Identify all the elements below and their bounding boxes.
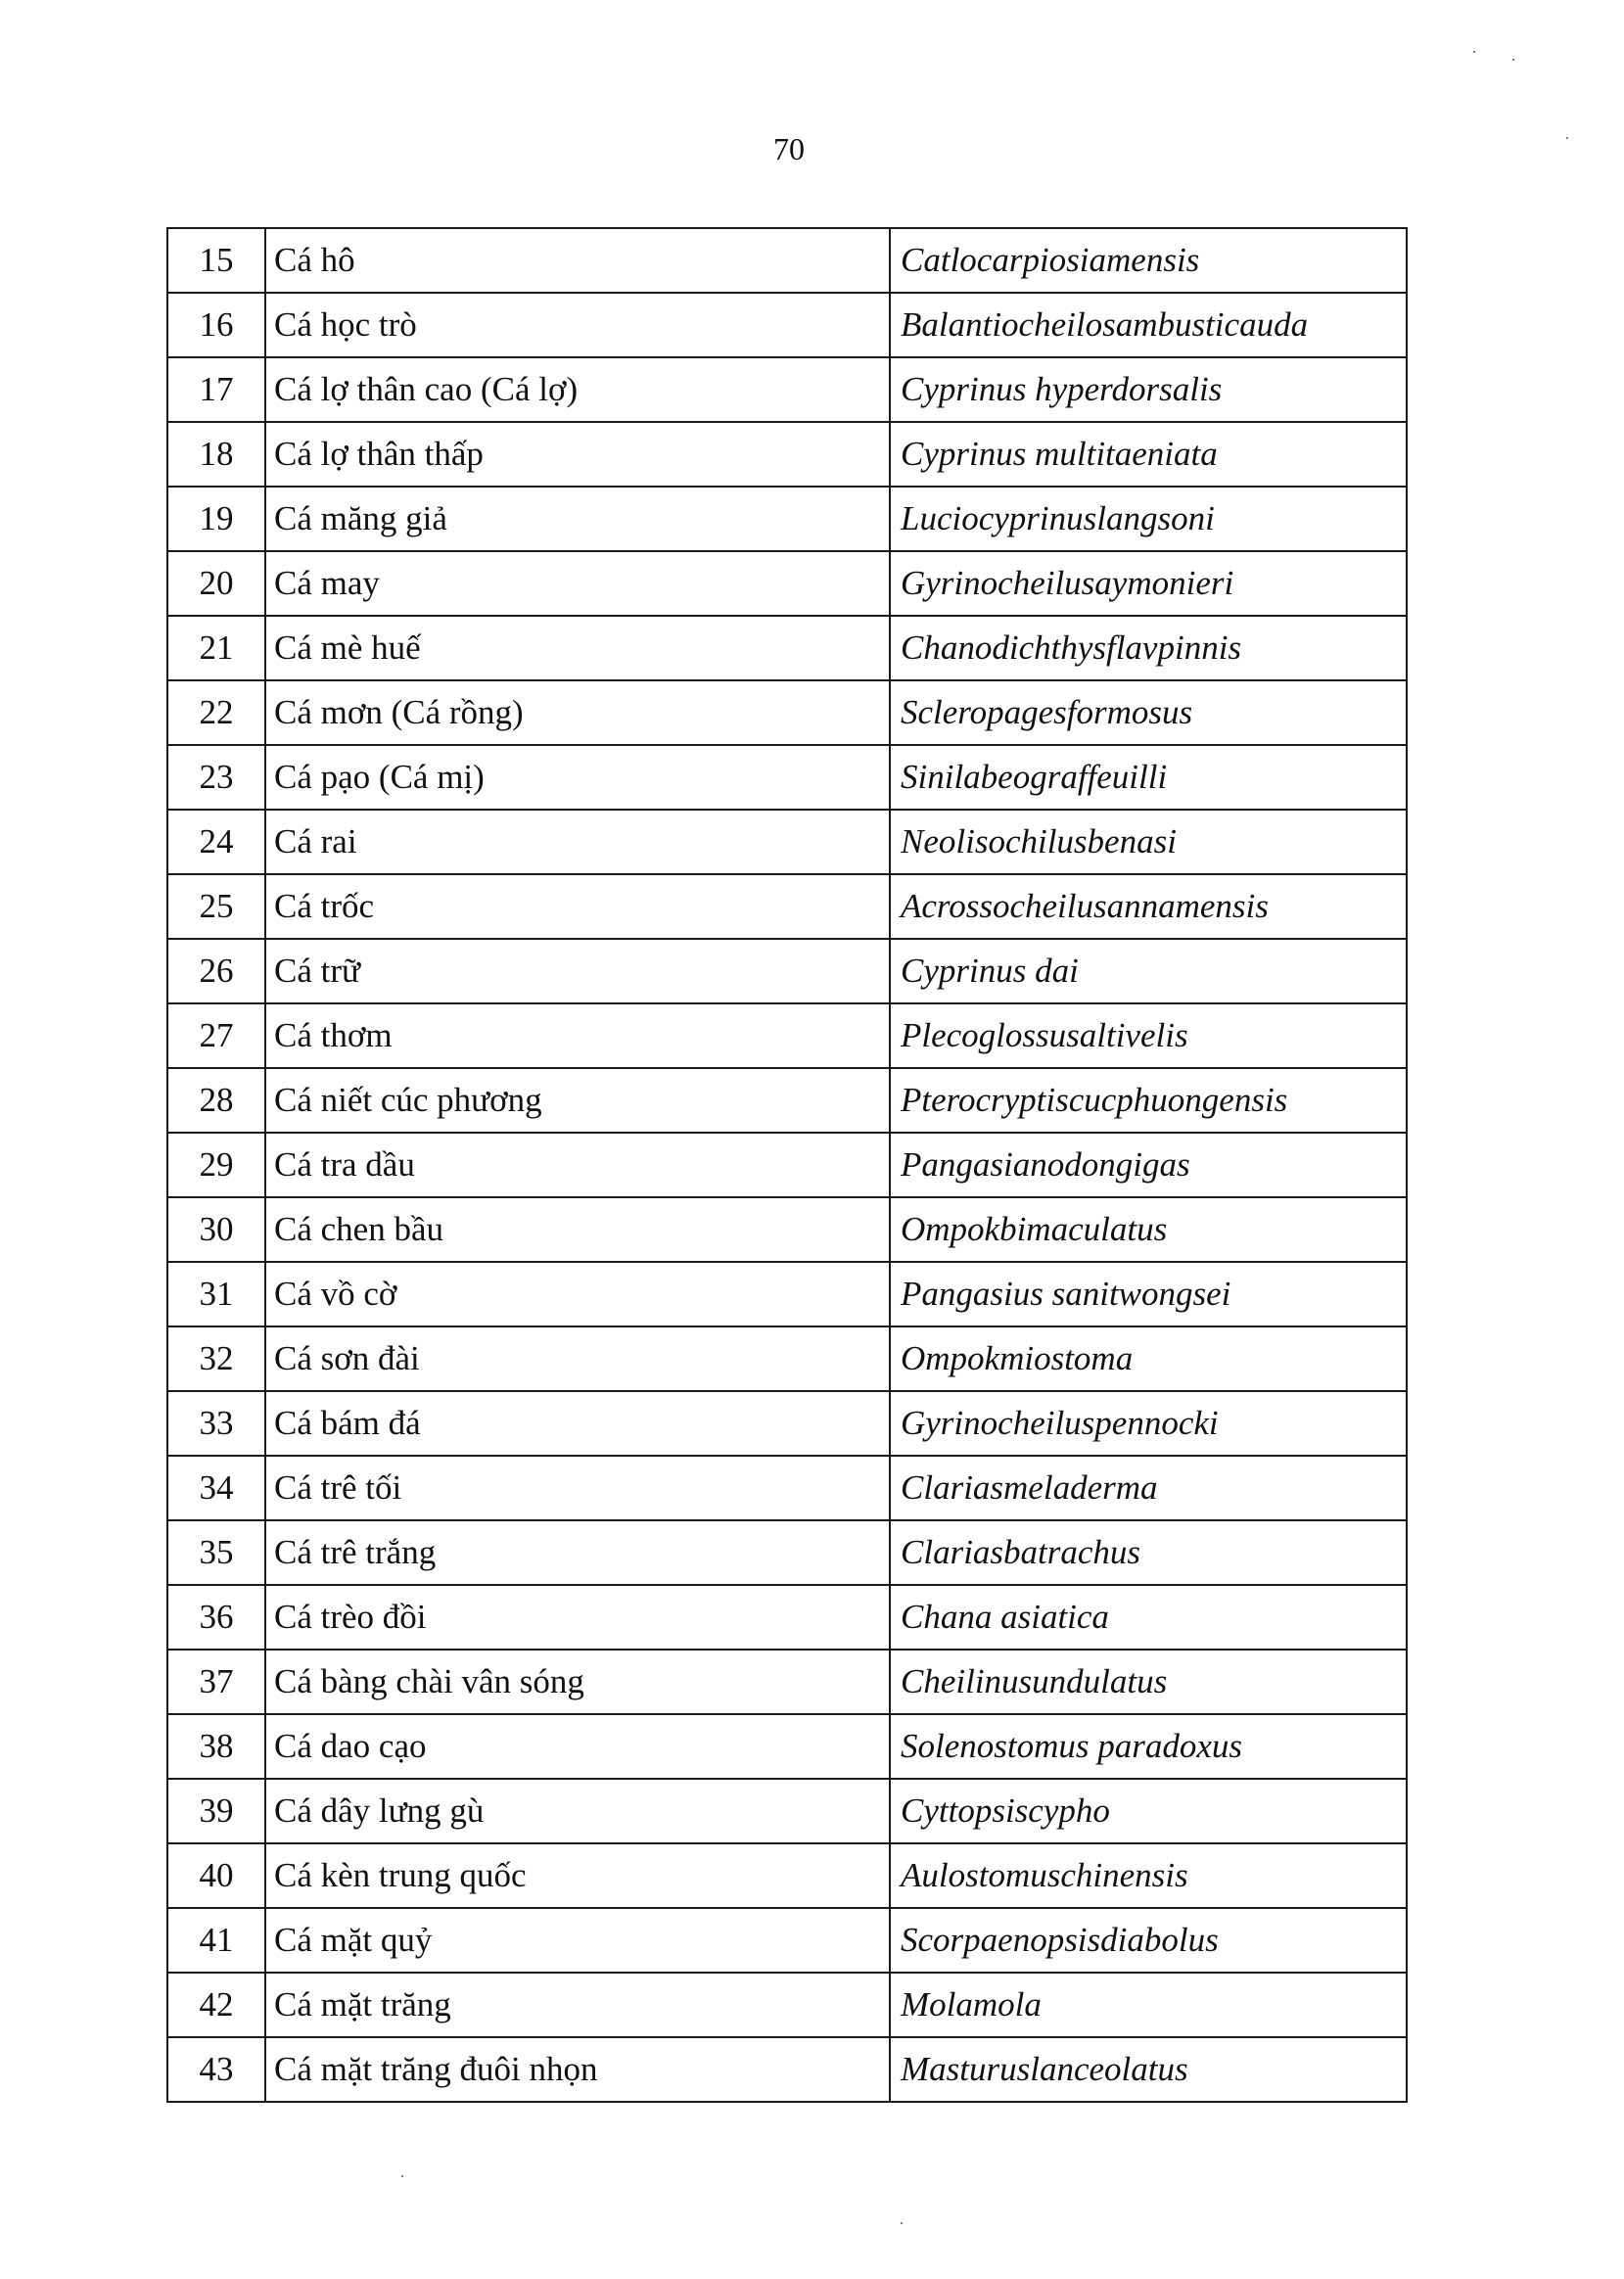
- table-row: [167, 1456, 1407, 1520]
- scan-speck: [901, 2222, 903, 2224]
- table-row: [167, 939, 1407, 1003]
- vietnamese-name: Cá mè huế: [265, 616, 890, 680]
- table-row: [167, 1973, 1407, 2037]
- table-row: [167, 1520, 1407, 1585]
- scan-speck: [1566, 137, 1568, 139]
- vietnamese-name: Cá rai: [265, 810, 890, 874]
- table-row: [167, 357, 1407, 422]
- scientific-name: Cyprinus multitaeniata: [890, 422, 1407, 487]
- scientific-name: Pterocryptiscucphuongensis: [890, 1068, 1407, 1133]
- scientific-name: Luciocyprinuslangsoni: [890, 487, 1407, 551]
- scientific-name: Molamola: [890, 1973, 1407, 2037]
- table-row: [167, 1068, 1407, 1133]
- vietnamese-name: Cá học trò: [265, 293, 890, 357]
- vietnamese-name: Cá dao cạo: [265, 1714, 890, 1779]
- vietnamese-name: Cá lợ thân thấp: [265, 422, 890, 487]
- vietnamese-name: Cá thơm: [265, 1003, 890, 1068]
- scientific-name: Clariasmeladerma: [890, 1456, 1407, 1520]
- vietnamese-name: Cá mặt quỷ: [265, 1908, 890, 1973]
- table-row: [167, 2037, 1407, 2102]
- row-number: 30: [167, 1197, 265, 1262]
- scan-speck: [1512, 59, 1514, 61]
- row-number: 18: [167, 422, 265, 487]
- table-row: [167, 874, 1407, 939]
- vietnamese-name: Cá may: [265, 551, 890, 616]
- row-number: 34: [167, 1456, 265, 1520]
- row-number: 25: [167, 874, 265, 939]
- scientific-name: Chana asiatica: [890, 1585, 1407, 1650]
- species-table-body: [167, 228, 1407, 2102]
- row-number: 35: [167, 1520, 265, 1585]
- scientific-name: Gyrinocheiluspennocki: [890, 1391, 1407, 1456]
- table-row: [167, 1585, 1407, 1650]
- vietnamese-name: Cá trê tối: [265, 1456, 890, 1520]
- table-row: [167, 1908, 1407, 1973]
- vietnamese-name: Cá trê trắng: [265, 1520, 890, 1585]
- scientific-name: Pangasianodongigas: [890, 1133, 1407, 1197]
- table-row: [167, 551, 1407, 616]
- row-number: 28: [167, 1068, 265, 1133]
- table-row: [167, 1262, 1407, 1326]
- row-number: 19: [167, 487, 265, 551]
- species-table: [166, 227, 1408, 2103]
- vietnamese-name: Cá kèn trung quốc: [265, 1843, 890, 1908]
- scientific-name: Balantiocheilosambusticauda: [890, 293, 1407, 357]
- vietnamese-name: Cá sơn đài: [265, 1326, 890, 1391]
- table-row: [167, 1003, 1407, 1068]
- scientific-name: Cyttopsiscypho: [890, 1779, 1407, 1843]
- row-number: 21: [167, 616, 265, 680]
- vietnamese-name: Cá vồ cờ: [265, 1262, 890, 1326]
- scientific-name: Gyrinocheilusaymonieri: [890, 551, 1407, 616]
- row-number: 39: [167, 1779, 265, 1843]
- scientific-name: Cyprinus dai: [890, 939, 1407, 1003]
- vietnamese-name: Cá mặt trăng đuôi nhọn: [265, 2037, 890, 2102]
- row-number: 37: [167, 1650, 265, 1714]
- scientific-name: Neolisochilusbenasi: [890, 810, 1407, 874]
- vietnamese-name: Cá trữ: [265, 939, 890, 1003]
- row-number: 43: [167, 2037, 265, 2102]
- scientific-name: Aulostomuschinensis: [890, 1843, 1407, 1908]
- scientific-name: Scleropagesformosus: [890, 680, 1407, 745]
- row-number: 40: [167, 1843, 265, 1908]
- table-row: [167, 487, 1407, 551]
- row-number: 42: [167, 1973, 265, 2037]
- scientific-name: Scorpaenopsisdiabolus: [890, 1908, 1407, 1973]
- table-row: [167, 1133, 1407, 1197]
- vietnamese-name: Cá bàng chài vân sóng: [265, 1650, 890, 1714]
- vietnamese-name: Cá mặt trăng: [265, 1973, 890, 2037]
- scientific-name: Clariasbatrachus: [890, 1520, 1407, 1585]
- vietnamese-name: Cá tra dầu: [265, 1133, 890, 1197]
- row-number: 32: [167, 1326, 265, 1391]
- scientific-name: Acrossocheilusannamensis: [890, 874, 1407, 939]
- scientific-name: Chanodichthysflavpinnis: [890, 616, 1407, 680]
- vietnamese-name: Cá niết cúc phương: [265, 1068, 890, 1133]
- vietnamese-name: Cá hô: [265, 228, 890, 293]
- table-row: [167, 745, 1407, 810]
- table-row: [167, 680, 1407, 745]
- table-row: [167, 228, 1407, 293]
- table-row: [167, 810, 1407, 874]
- row-number: 17: [167, 357, 265, 422]
- scientific-name: Pangasius sanitwongsei: [890, 1262, 1407, 1326]
- table-row: [167, 1714, 1407, 1779]
- scientific-name: Cyprinus hyperdorsalis: [890, 357, 1407, 422]
- vietnamese-name: Cá măng giả: [265, 487, 890, 551]
- row-number: 33: [167, 1391, 265, 1456]
- table-row: [167, 1391, 1407, 1456]
- row-number: 27: [167, 1003, 265, 1068]
- table-row: [167, 1843, 1407, 1908]
- table-row: [167, 1326, 1407, 1391]
- row-number: 29: [167, 1133, 265, 1197]
- scientific-name: Ompokbimaculatus: [890, 1197, 1407, 1262]
- row-number: 15: [167, 228, 265, 293]
- scientific-name: Ompokmiostoma: [890, 1326, 1407, 1391]
- vietnamese-name: Cá pạo (Cá mị): [265, 745, 890, 810]
- table-row: [167, 1197, 1407, 1262]
- row-number: 36: [167, 1585, 265, 1650]
- table-row: [167, 1650, 1407, 1714]
- scan-speck: [1473, 51, 1475, 53]
- scan-speck: [401, 2175, 403, 2177]
- row-number: 23: [167, 745, 265, 810]
- row-number: 31: [167, 1262, 265, 1326]
- vietnamese-name: Cá chen bầu: [265, 1197, 890, 1262]
- table-row: [167, 616, 1407, 680]
- vietnamese-name: Cá mơn (Cá rồng): [265, 680, 890, 745]
- table-row: [167, 422, 1407, 487]
- table-row: [167, 1779, 1407, 1843]
- table-row: [167, 293, 1407, 357]
- vietnamese-name: Cá trèo đồi: [265, 1585, 890, 1650]
- scientific-name: Masturuslanceolatus: [890, 2037, 1407, 2102]
- row-number: 20: [167, 551, 265, 616]
- scientific-name: Cheilinusundulatus: [890, 1650, 1407, 1714]
- scientific-name: Sinilabeograffeuilli: [890, 745, 1407, 810]
- vietnamese-name: Cá dây lưng gù: [265, 1779, 890, 1843]
- vietnamese-name: Cá bám đá: [265, 1391, 890, 1456]
- row-number: 16: [167, 293, 265, 357]
- page-number: 70: [773, 131, 805, 166]
- row-number: 38: [167, 1714, 265, 1779]
- scientific-name: Solenostomus paradoxus: [890, 1714, 1407, 1779]
- scientific-name: Catlocarpiosiamensis: [890, 228, 1407, 293]
- row-number: 24: [167, 810, 265, 874]
- scientific-name: Plecoglossusaltivelis: [890, 1003, 1407, 1068]
- row-number: 22: [167, 680, 265, 745]
- row-number: 26: [167, 939, 265, 1003]
- row-number: 41: [167, 1908, 265, 1973]
- vietnamese-name: Cá lợ thân cao (Cá lợ): [265, 357, 890, 422]
- vietnamese-name: Cá trốc: [265, 874, 890, 939]
